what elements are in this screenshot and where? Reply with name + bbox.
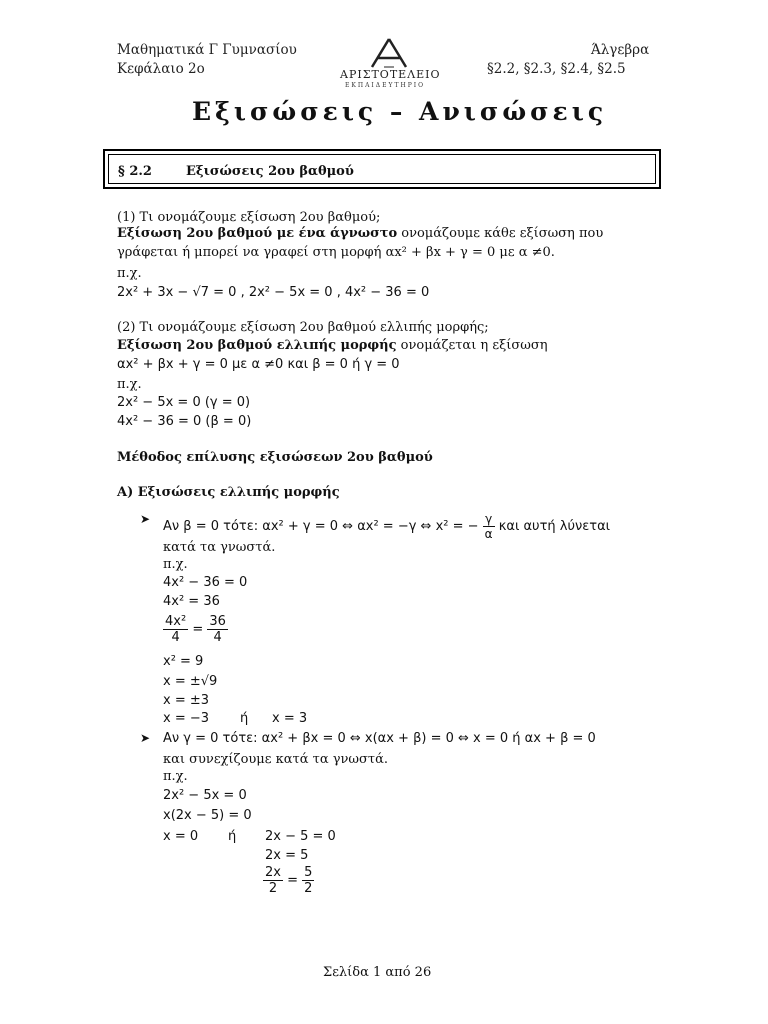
example-2-eq1: 2x² − 5x = 0 (γ = 0) (117, 395, 251, 410)
definition-2-text: ονομάζεται η εξίσωση (396, 338, 548, 353)
definition-1-text: ονομάζουμε κάθε εξίσωση που (397, 226, 604, 241)
case-2-example-label: π.χ. (163, 769, 188, 784)
logo-icon (354, 38, 424, 68)
bullet-arrow-icon: ➤ (140, 512, 151, 526)
case-1-step-5: x = ±√9 (163, 674, 218, 689)
example-label-1: π.χ. (117, 266, 142, 281)
page-title: Εξισώσεις – Ανισώσεις (192, 97, 608, 126)
header-chapter: Κεφάλαιο 2ο (117, 61, 205, 77)
logo-text: ΑΡΙΣΤΟΤΕΛΕΙΟ (340, 68, 441, 81)
example-1-equations: 2x² + 3x − √7 = 0 , 2x² − 5x = 0 , 4x² − 36 = 0 (117, 285, 430, 300)
section-title: Εξισώσεις 2ου βαθμού (186, 164, 354, 179)
case-1-step-3: $\frac{\text{4x²}}{4}$ = $\frac{36}{4}$ (165, 614, 226, 645)
case-2-line2: και συνεχίζουμε κατά τα γνωστά. (163, 752, 388, 767)
case-1-step-1: 4x² − 36 = 0 (163, 575, 248, 590)
case-2-step-5: $\frac{2x}{2}$ = $\frac{5}{2}$ (265, 865, 313, 896)
case-1-solution-b: x = 3 (272, 711, 308, 726)
case-1-solution-a: x = −3 (163, 711, 210, 726)
definition-2-term: Εξίσωση 2ου βαθμού ελλιπής μορφής (117, 338, 397, 353)
question-1: (1) Τι ονομάζουμε εξίσωση 2ου βαθμού; (117, 210, 381, 225)
case-1-step-2: 4x² = 36 (163, 594, 220, 609)
case-1-line2: κατά τα γνωστά. (163, 540, 276, 555)
case-2-step-3a: x = 0 (163, 829, 199, 844)
case-2-rule: Αν γ = 0 τότε: αx² + βx = 0 ⇔ x(αx + β) = 0 ⇔ x = 0 ή αx + β = 0 (163, 731, 596, 746)
header-sections: §2.2, §2.3, §2.4, §2.5 (487, 61, 626, 77)
case-2-or: ή (228, 829, 237, 844)
header-topic: Άλγεβρα (591, 42, 650, 58)
case-1-step-6: x = ±3 (163, 693, 210, 708)
question-2: (2) Τι ονομάζουμε εξίσωση 2ου βαθμού ελλιπής μορφής; (117, 320, 489, 335)
case-1-example-label: π.χ. (163, 557, 188, 572)
section-number: § 2.2 (118, 164, 152, 179)
case-1-rule (163, 512, 610, 541)
case-1-fraction: $\frac{\gamma}{\alpha}$ (484, 512, 493, 541)
method-heading: Μέθοδος επίλυσης εξισώσεων 2ου βαθμού (117, 450, 433, 465)
subsection-a-heading: Α) Εξισώσεις ελλιπής μορφής (117, 485, 340, 500)
case-1-rule-text: Αν β = 0 τότε: αx² + γ = 0 ⇔ αx² = −γ ⇔ x² = − (163, 519, 479, 534)
page-footer: Σελίδα 1 από 26 (323, 965, 432, 980)
bullet-arrow-icon-2: ➤ (140, 731, 151, 745)
header-subject: Μαθηματικά Γ Γυμνασίου (117, 42, 297, 58)
definition-2-line2: αx² + βx + γ = 0 με α ≠0 και β = 0 ή γ = 0 (117, 357, 400, 372)
case-2-step-4: 2x = 5 (265, 848, 309, 863)
case-2-step-1: 2x² − 5x = 0 (163, 788, 247, 803)
logo-subtext: ΕΚΠΑΙΔΕΥΤΗΡΙΟ (345, 82, 426, 89)
case-1-step-4: x² = 9 (163, 654, 204, 669)
case-2-step-3b: 2x − 5 = 0 (265, 829, 336, 844)
example-label-2: π.χ. (117, 377, 142, 392)
definition-1 (117, 226, 603, 242)
definition-1-line2: γράφεται ή μπορεί να γραφεί στη μορφή αx² + βx + γ = 0 με α ≠0. (117, 245, 555, 260)
case-2-step-2: x(2x − 5) = 0 (163, 808, 252, 823)
definition-2 (117, 338, 547, 354)
definition-1-term: Εξίσωση 2ου βαθμού με ένα άγνωστο (117, 226, 398, 241)
example-2-eq2: 4x² − 36 = 0 (β = 0) (117, 414, 252, 429)
case-1-rule-tail: και αυτή λύνεται (494, 519, 611, 534)
case-1-or: ή (240, 711, 249, 726)
